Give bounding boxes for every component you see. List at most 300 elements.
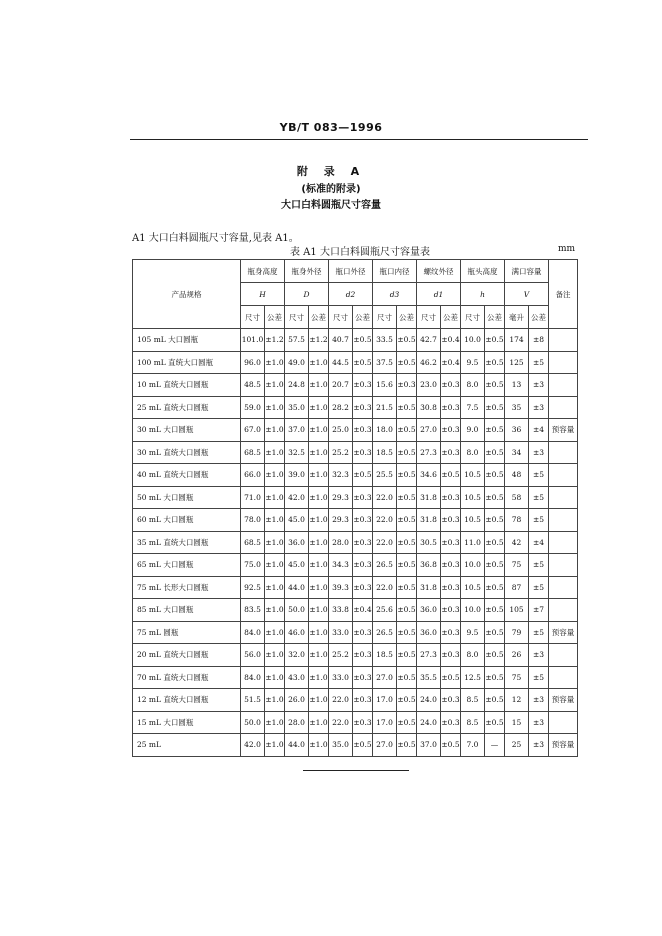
header-symbol: h	[461, 283, 505, 306]
table-row	[133, 621, 578, 644]
header-group: 瓶头高度	[461, 260, 505, 283]
header-tolerance: 公差	[529, 306, 549, 329]
product-name-cell: 70 mL 直统大口圆瓶	[133, 666, 241, 689]
tolerance-cell: ±0.5	[397, 576, 417, 599]
tolerance-cell: ±0.5	[397, 734, 417, 757]
size-cell: 42.0	[285, 486, 309, 509]
size-cell: 125	[505, 351, 529, 374]
tolerance-cell: ±0.3	[353, 711, 373, 734]
header-tolerance: 公差	[397, 306, 417, 329]
size-cell: 29.3	[329, 509, 353, 532]
size-cell: 34	[505, 441, 529, 464]
table-row	[133, 396, 578, 419]
product-name-cell: 85 mL 大口圆瓶	[133, 599, 241, 622]
tolerance-cell: ±8	[529, 329, 549, 352]
tolerance-cell: ±1.2	[265, 329, 285, 352]
header-remark: 备注	[549, 260, 578, 329]
tolerance-cell: ±0.5	[397, 464, 417, 487]
tolerance-cell: ±1.0	[309, 711, 329, 734]
tolerance-cell: ±0.3	[353, 396, 373, 419]
page-header: YB/T 083—1996	[279, 121, 383, 134]
tolerance-cell: ±1.0	[309, 554, 329, 577]
tolerance-cell: ±0.5	[353, 734, 373, 757]
tolerance-cell: ±3	[529, 441, 549, 464]
tolerance-cell: ±0.5	[485, 531, 505, 554]
size-cell: 34.6	[417, 464, 441, 487]
tolerance-cell: ±3	[529, 644, 549, 667]
tolerance-cell: ±1.0	[309, 441, 329, 464]
size-cell: 18.5	[373, 644, 397, 667]
product-name-cell: 12 mL 直统大口圆瓶	[133, 689, 241, 712]
size-cell: 57.5	[285, 329, 309, 352]
tolerance-cell: ±0.3	[353, 486, 373, 509]
size-cell: 79	[505, 621, 529, 644]
tolerance-cell: ±1.0	[309, 644, 329, 667]
tolerance-cell: ±1.0	[309, 734, 329, 757]
tolerance-cell: ±0.5	[397, 644, 417, 667]
tolerance-cell: ±0.3	[441, 711, 461, 734]
header-group: 螺纹外径	[417, 260, 461, 283]
table-row	[133, 486, 578, 509]
size-cell: 8.0	[461, 374, 485, 397]
table-row	[133, 576, 578, 599]
footer-rule	[303, 770, 409, 771]
size-cell: 46.2	[417, 351, 441, 374]
table-row	[133, 531, 578, 554]
remark-cell	[549, 576, 578, 599]
tolerance-cell: ±0.5	[441, 666, 461, 689]
size-cell: 28.2	[329, 396, 353, 419]
size-cell: 50.0	[285, 599, 309, 622]
size-cell: 27.0	[373, 734, 397, 757]
size-cell: 42.0	[241, 734, 265, 757]
size-cell: 26	[505, 644, 529, 667]
tolerance-cell: ±1.0	[309, 396, 329, 419]
size-cell: 20.7	[329, 374, 353, 397]
remark-cell	[549, 441, 578, 464]
size-cell: 10.0	[461, 329, 485, 352]
size-cell: 24.8	[285, 374, 309, 397]
size-cell: 30.8	[417, 396, 441, 419]
tolerance-cell: ±0.5	[485, 554, 505, 577]
size-cell: 75	[505, 554, 529, 577]
header-tolerance: 公差	[353, 306, 373, 329]
tolerance-cell: ±0.5	[397, 711, 417, 734]
size-cell: 23.0	[417, 374, 441, 397]
header-ml: 毫升	[505, 306, 529, 329]
size-cell: 68.5	[241, 531, 265, 554]
size-cell: 44.5	[329, 351, 353, 374]
tolerance-cell: ±0.3	[353, 441, 373, 464]
size-cell: 7.5	[461, 396, 485, 419]
tolerance-cell: ±0.5	[485, 599, 505, 622]
product-name-cell: 75 mL 长形大口圆瓶	[133, 576, 241, 599]
tolerance-cell: ±0.3	[441, 441, 461, 464]
size-cell: 21.5	[373, 396, 397, 419]
product-name-cell: 75 mL 圆瓶	[133, 621, 241, 644]
tolerance-cell: ±0.3	[441, 599, 461, 622]
tolerance-cell: ±0.3	[441, 644, 461, 667]
size-cell: 37.0	[285, 419, 309, 442]
size-cell: 8.0	[461, 441, 485, 464]
size-cell: 36.0	[285, 531, 309, 554]
size-cell: 67.0	[241, 419, 265, 442]
tolerance-cell: ±0.5	[353, 329, 373, 352]
tolerance-cell: ±1.0	[265, 711, 285, 734]
size-cell: 10.5	[461, 486, 485, 509]
size-cell: 27.3	[417, 441, 441, 464]
size-cell: 15	[505, 711, 529, 734]
size-cell: 12	[505, 689, 529, 712]
tolerance-cell: ±1.0	[309, 419, 329, 442]
tolerance-cell: ±4	[529, 419, 549, 442]
tolerance-cell: ±1.0	[265, 509, 285, 532]
size-cell: 83.5	[241, 599, 265, 622]
tolerance-cell: ±5	[529, 554, 549, 577]
size-cell: 31.8	[417, 509, 441, 532]
tolerance-cell: ±0.3	[441, 554, 461, 577]
size-cell: 78.0	[241, 509, 265, 532]
tolerance-cell: ±1.0	[265, 419, 285, 442]
size-cell: 27.3	[417, 644, 441, 667]
table-row	[133, 554, 578, 577]
table-row	[133, 509, 578, 532]
size-cell: 32.5	[285, 441, 309, 464]
tolerance-cell: ±0.5	[485, 644, 505, 667]
tolerance-cell: ±0.5	[397, 329, 417, 352]
size-cell: 48.5	[241, 374, 265, 397]
appendix-subtitle: (标准的附录)	[301, 184, 361, 195]
size-cell: 27.0	[373, 666, 397, 689]
tolerance-cell: ±0.5	[397, 531, 417, 554]
tolerance-cell: ±0.5	[485, 351, 505, 374]
tolerance-cell: ±1.0	[309, 576, 329, 599]
size-cell: 10.5	[461, 464, 485, 487]
remark-cell	[549, 644, 578, 667]
tolerance-cell: ±1.0	[265, 621, 285, 644]
product-name-cell: 35 mL 直统大口圆瓶	[133, 531, 241, 554]
tolerance-cell: ±1.0	[309, 486, 329, 509]
remark-cell	[549, 599, 578, 622]
remark-cell	[549, 666, 578, 689]
tolerance-cell: ±0.3	[353, 374, 373, 397]
tolerance-cell: ±5	[529, 351, 549, 374]
tolerance-cell: ±0.5	[353, 351, 373, 374]
table-unit: mm	[558, 244, 576, 254]
size-cell: 8.5	[461, 711, 485, 734]
tolerance-cell: ±0.4	[353, 599, 373, 622]
table-row	[133, 329, 578, 352]
size-cell: 36.0	[417, 599, 441, 622]
appendix-name: 大口白料圆瓶尺寸容量	[281, 200, 381, 211]
tolerance-cell: ±3	[529, 734, 549, 757]
size-cell: 26.5	[373, 621, 397, 644]
size-cell: 11.0	[461, 531, 485, 554]
size-cell: 39.3	[329, 576, 353, 599]
size-cell: 35.0	[285, 396, 309, 419]
tolerance-cell: ±0.5	[397, 351, 417, 374]
tolerance-cell: ±5	[529, 486, 549, 509]
product-name-cell: 40 mL 直统大口圆瓶	[133, 464, 241, 487]
tolerance-cell: ±0.3	[441, 374, 461, 397]
header-group: 满口容量	[505, 260, 549, 283]
remark-cell: 预容量	[549, 689, 578, 712]
size-cell: 10.0	[461, 554, 485, 577]
header-group: 瓶口内径	[373, 260, 417, 283]
remark-cell	[549, 351, 578, 374]
size-cell: 25.2	[329, 644, 353, 667]
header-symbol: d3	[373, 283, 417, 306]
size-cell: 12.5	[461, 666, 485, 689]
size-cell: 87	[505, 576, 529, 599]
size-cell: 10.5	[461, 576, 485, 599]
product-name-cell: 30 mL 直统大口圆瓶	[133, 441, 241, 464]
table-row	[133, 441, 578, 464]
size-cell: 22.0	[373, 509, 397, 532]
tolerance-cell: ±0.5	[485, 396, 505, 419]
table-row	[133, 734, 578, 757]
tolerance-cell: ±0.3	[353, 509, 373, 532]
table-row	[133, 644, 578, 667]
tolerance-cell: ±0.5	[397, 666, 417, 689]
size-cell: 26.5	[373, 554, 397, 577]
tolerance-cell: ±0.3	[353, 576, 373, 599]
tolerance-cell: ±0.3	[441, 576, 461, 599]
tolerance-cell: ±1.0	[265, 486, 285, 509]
remark-cell: 预容量	[549, 419, 578, 442]
table-row	[133, 711, 578, 734]
size-cell: 92.5	[241, 576, 265, 599]
tolerance-cell: ±1.0	[309, 351, 329, 374]
remark-cell	[549, 711, 578, 734]
remark-cell	[549, 464, 578, 487]
size-cell: 40.7	[329, 329, 353, 352]
tolerance-cell: ±0.3	[441, 509, 461, 532]
size-cell: 32.0	[285, 644, 309, 667]
tolerance-cell: ±0.5	[485, 419, 505, 442]
size-cell: 45.0	[285, 509, 309, 532]
size-cell: 17.0	[373, 711, 397, 734]
header-group: 瓶身高度	[241, 260, 285, 283]
tolerance-cell: ±0.5	[397, 419, 417, 442]
product-name-cell: 20 mL 直统大口圆瓶	[133, 644, 241, 667]
tolerance-cell: ±0.3	[353, 666, 373, 689]
tolerance-cell: ±0.5	[485, 711, 505, 734]
remark-cell: 预容量	[549, 734, 578, 757]
size-cell: 28.0	[285, 711, 309, 734]
tolerance-cell: ±5	[529, 666, 549, 689]
remark-cell	[549, 554, 578, 577]
remark-cell	[549, 486, 578, 509]
size-cell: 8.5	[461, 689, 485, 712]
remark-cell	[549, 374, 578, 397]
remark-cell	[549, 509, 578, 532]
header-product: 产品规格	[133, 260, 241, 329]
product-name-cell: 30 mL 大口圆瓶	[133, 419, 241, 442]
tolerance-cell: ±0.5	[441, 464, 461, 487]
tolerance-cell: ±1.0	[309, 531, 329, 554]
tolerance-cell: ±0.3	[441, 419, 461, 442]
size-cell: 25.2	[329, 441, 353, 464]
tolerance-cell: ±0.3	[441, 689, 461, 712]
table-row	[133, 464, 578, 487]
tolerance-cell: ±1.0	[265, 464, 285, 487]
tolerance-cell: ±1.0	[265, 554, 285, 577]
header-rule	[130, 139, 588, 140]
size-cell: 44.0	[285, 734, 309, 757]
tolerance-cell: ±0.3	[353, 419, 373, 442]
tolerance-cell: ±5	[529, 509, 549, 532]
tolerance-cell: ±0.5	[485, 509, 505, 532]
tolerance-cell: ±0.5	[397, 554, 417, 577]
tolerance-cell: ±1.0	[265, 396, 285, 419]
size-cell: 46.0	[285, 621, 309, 644]
tolerance-cell: ±0.5	[485, 464, 505, 487]
size-cell: 48	[505, 464, 529, 487]
product-name-cell: 60 mL 大口圆瓶	[133, 509, 241, 532]
tolerance-cell: ±0.5	[485, 621, 505, 644]
size-cell: 18.5	[373, 441, 397, 464]
tolerance-cell: ±5	[529, 621, 549, 644]
tolerance-cell: ±1.0	[265, 599, 285, 622]
size-cell: 105	[505, 599, 529, 622]
size-cell: 174	[505, 329, 529, 352]
size-cell: 33.5	[373, 329, 397, 352]
size-cell: 22.0	[373, 531, 397, 554]
size-cell: 59.0	[241, 396, 265, 419]
size-cell: 27.0	[417, 419, 441, 442]
header-symbol: d2	[329, 283, 373, 306]
header-group: 瓶口外径	[329, 260, 373, 283]
tolerance-cell: ±0.4	[441, 351, 461, 374]
size-cell: 42.7	[417, 329, 441, 352]
size-cell: 36.8	[417, 554, 441, 577]
tolerance-cell: ±0.5	[397, 621, 417, 644]
remark-cell	[549, 531, 578, 554]
tolerance-cell: ±0.4	[441, 329, 461, 352]
size-cell: 36	[505, 419, 529, 442]
size-cell: 56.0	[241, 644, 265, 667]
size-cell: 96.0	[241, 351, 265, 374]
size-cell: 101.0	[241, 329, 265, 352]
size-cell: 39.0	[285, 464, 309, 487]
tolerance-cell: ±0.5	[397, 509, 417, 532]
size-cell: 24.0	[417, 711, 441, 734]
tolerance-cell: ±4	[529, 531, 549, 554]
tolerance-cell: ±0.5	[485, 666, 505, 689]
remark-cell	[549, 329, 578, 352]
tolerance-cell: ±3	[529, 689, 549, 712]
size-cell: 42	[505, 531, 529, 554]
size-cell: 75.0	[241, 554, 265, 577]
tolerance-cell: —	[485, 734, 505, 757]
header-size: 尺寸	[417, 306, 441, 329]
tolerance-cell: ±0.5	[397, 441, 417, 464]
tolerance-cell: ±1.2	[309, 329, 329, 352]
tolerance-cell: ±1.0	[309, 599, 329, 622]
tolerance-cell: ±1.0	[309, 464, 329, 487]
tolerance-cell: ±0.3	[353, 621, 373, 644]
tolerance-cell: ±1.0	[309, 689, 329, 712]
tolerance-cell: ±3	[529, 711, 549, 734]
header-tolerance: 公差	[265, 306, 285, 329]
appendix-title: 附 录 A	[296, 165, 366, 178]
tolerance-cell: ±0.5	[485, 374, 505, 397]
size-cell: 58	[505, 486, 529, 509]
size-cell: 32.3	[329, 464, 353, 487]
tolerance-cell: ±0.5	[485, 441, 505, 464]
size-cell: 26.0	[285, 689, 309, 712]
product-name-cell: 100 mL 直统大口圆瓶	[133, 351, 241, 374]
header-symbol: d1	[417, 283, 461, 306]
tolerance-cell: ±0.3	[441, 396, 461, 419]
product-name-cell: 65 mL 大口圆瓶	[133, 554, 241, 577]
size-cell: 44.0	[285, 576, 309, 599]
size-cell: 25.0	[329, 419, 353, 442]
tolerance-cell: ±0.5	[485, 486, 505, 509]
header-symbol: H	[241, 283, 285, 306]
remark-cell: 预容量	[549, 621, 578, 644]
product-name-cell: 25 mL 直统大口圆瓶	[133, 396, 241, 419]
tolerance-cell: ±0.5	[397, 599, 417, 622]
size-cell: 22.0	[329, 711, 353, 734]
size-cell: 30.5	[417, 531, 441, 554]
size-cell: 31.8	[417, 486, 441, 509]
size-cell: 33.0	[329, 666, 353, 689]
size-cell: 29.3	[329, 486, 353, 509]
tolerance-cell: ±0.3	[353, 644, 373, 667]
header-size: 尺寸	[461, 306, 485, 329]
size-cell: 33.0	[329, 621, 353, 644]
table-row	[133, 599, 578, 622]
size-cell: 7.0	[461, 734, 485, 757]
table-row	[133, 351, 578, 374]
table-row	[133, 666, 578, 689]
product-name-cell: 10 mL 直统大口圆瓶	[133, 374, 241, 397]
size-cell: 18.0	[373, 419, 397, 442]
header-size: 尺寸	[329, 306, 353, 329]
table-row	[133, 374, 578, 397]
size-cell: 84.0	[241, 621, 265, 644]
size-cell: 10.5	[461, 509, 485, 532]
dimension-table	[132, 259, 578, 757]
product-name-cell: 25 mL	[133, 734, 241, 757]
size-cell: 49.0	[285, 351, 309, 374]
tolerance-cell: ±1.0	[265, 689, 285, 712]
size-cell: 25.6	[373, 599, 397, 622]
tolerance-cell: ±0.3	[397, 374, 417, 397]
header-symbol: D	[285, 283, 329, 306]
size-cell: 35.0	[329, 734, 353, 757]
size-cell: 15.6	[373, 374, 397, 397]
tolerance-cell: ±0.3	[353, 531, 373, 554]
tolerance-cell: ±1.0	[265, 351, 285, 374]
size-cell: 25	[505, 734, 529, 757]
tolerance-cell: ±1.0	[265, 531, 285, 554]
header-group: 瓶身外径	[285, 260, 329, 283]
header-size: 尺寸	[285, 306, 309, 329]
tolerance-cell: ±0.3	[353, 689, 373, 712]
size-cell: 68.5	[241, 441, 265, 464]
tolerance-cell: ±0.5	[397, 396, 417, 419]
tolerance-cell: ±0.5	[397, 689, 417, 712]
size-cell: 25.5	[373, 464, 397, 487]
size-cell: 78	[505, 509, 529, 532]
size-cell: 8.0	[461, 644, 485, 667]
tolerance-cell: ±0.3	[441, 531, 461, 554]
tolerance-cell: ±1.0	[265, 441, 285, 464]
section-paragraph: A1 大口白料圆瓶尺寸容量,见表 A1。	[132, 233, 299, 244]
